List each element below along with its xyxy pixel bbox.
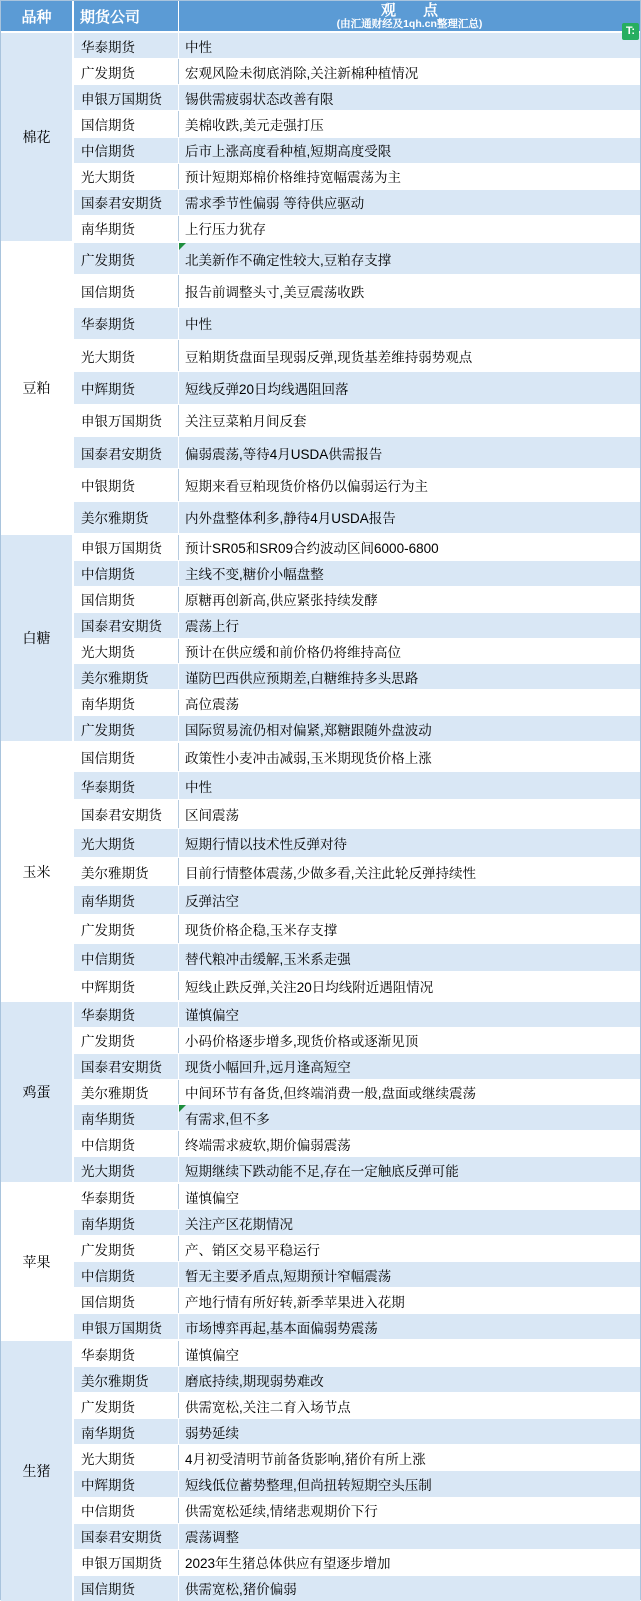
table-row bbox=[74, 468, 640, 500]
company-cell: 广发期货 bbox=[74, 1028, 179, 1053]
viewpoint-cell: 中性 bbox=[185, 39, 212, 55]
table-row bbox=[74, 1184, 640, 1209]
table-row bbox=[74, 715, 640, 741]
viewpoint-cell: 谨慎偏空 bbox=[185, 1347, 239, 1363]
company-cell: 国信期货 bbox=[74, 111, 179, 136]
company-cell: 申银万国期货 bbox=[74, 535, 179, 560]
viewpoint-cell: 小码价格逐步增多,现货价格或逐渐见顶 bbox=[185, 1034, 419, 1050]
viewpoint-cell: 磨底持续,期现弱势难改 bbox=[185, 1373, 324, 1389]
company-cell: 华泰期货 bbox=[74, 1184, 179, 1209]
viewpoint-cell: 需求季节性偏弱 等待供应驱动 bbox=[185, 196, 365, 212]
viewpoint-cell: 短线反弹20日均线遇阻回落 bbox=[185, 381, 349, 397]
company-cell: 国泰君安期货 bbox=[74, 190, 179, 215]
commodity-section bbox=[1, 1000, 640, 1182]
table-row bbox=[74, 586, 640, 612]
section-rows bbox=[74, 1184, 640, 1339]
table-row bbox=[74, 215, 640, 241]
viewpoint-cell: 中性 bbox=[185, 779, 212, 795]
company-cell: 美尔雅期货 bbox=[74, 664, 179, 689]
section-rows bbox=[74, 243, 640, 533]
table-row bbox=[74, 638, 640, 664]
viewpoint-cell: 预计SR05和SR09合约波动区间6000-6800 bbox=[185, 541, 439, 557]
company-cell: 中信期货 bbox=[74, 1262, 179, 1287]
company-cell: 广发期货 bbox=[74, 1236, 179, 1261]
table-row bbox=[74, 799, 640, 828]
header-variety: 品种 bbox=[1, 1, 74, 31]
table-row bbox=[74, 1470, 640, 1496]
company-cell: 美尔雅期货 bbox=[74, 1080, 179, 1105]
table-row bbox=[74, 535, 640, 560]
viewpoint-cell: 国际贸易流仍相对偏紧,郑糖跟随外盘波动 bbox=[185, 722, 432, 738]
table-row bbox=[74, 58, 640, 84]
table-row bbox=[74, 857, 640, 886]
viewpoint-cell: 短线低位蓄势整理,但尚扭转短期空头压制 bbox=[185, 1478, 432, 1494]
table-row bbox=[74, 771, 640, 800]
company-cell: 国泰君安期货 bbox=[74, 613, 179, 638]
table-row bbox=[74, 1575, 640, 1601]
viewpoint-cell: 震荡上行 bbox=[185, 619, 239, 635]
viewpoint-cell: 预计在供应缓和前价格仍将维持高位 bbox=[185, 644, 401, 660]
company-cell: 国泰君安期货 bbox=[74, 800, 179, 828]
table-row bbox=[74, 1497, 640, 1523]
commodity-section bbox=[1, 533, 640, 741]
company-cell: 广发期货 bbox=[74, 243, 179, 274]
company-cell: 美尔雅期货 bbox=[74, 502, 179, 533]
company-cell: 中信期货 bbox=[74, 138, 179, 163]
table-row bbox=[74, 501, 640, 533]
company-cell: 华泰期货 bbox=[74, 33, 179, 58]
table-row bbox=[74, 243, 640, 274]
table-row bbox=[74, 828, 640, 857]
viewpoint-cell: 产、销区交易平稳运行 bbox=[185, 1242, 320, 1258]
viewpoint-cell: 震荡调整 bbox=[185, 1530, 239, 1546]
table-row bbox=[74, 1444, 640, 1470]
viewpoint-cell: 有需求,但不多 bbox=[179, 1105, 640, 1130]
table-row bbox=[74, 1313, 640, 1339]
company-cell: 光大期货 bbox=[74, 1445, 179, 1470]
viewpoint-cell: 上行压力犹存 bbox=[185, 222, 266, 238]
company-cell: 南华期货 bbox=[74, 886, 179, 914]
header-viewpoint bbox=[179, 1, 640, 31]
variety-cell: 白糖 bbox=[1, 535, 74, 741]
company-cell: 国信期货 bbox=[74, 1576, 179, 1601]
company-cell: 华泰期货 bbox=[74, 772, 179, 800]
viewpoint-cell: 反弹沽空 bbox=[185, 894, 239, 910]
company-cell: 光大期货 bbox=[74, 340, 179, 371]
table-row bbox=[74, 1079, 640, 1105]
table-row bbox=[74, 404, 640, 436]
table-row bbox=[74, 914, 640, 943]
company-cell: 中信期货 bbox=[74, 561, 179, 586]
company-cell: 中信期货 bbox=[74, 1131, 179, 1156]
table-row bbox=[74, 612, 640, 638]
company-cell: 国泰君安期货 bbox=[74, 1524, 179, 1549]
table-row bbox=[74, 1261, 640, 1287]
viewpoint-cell: 预计短期郑棉价格维持宽幅震荡为主 bbox=[185, 170, 401, 186]
table-row bbox=[74, 560, 640, 586]
company-cell: 申银万国期货 bbox=[74, 405, 179, 436]
viewpoint-cell: 弱势延续 bbox=[185, 1425, 239, 1441]
viewpoint-cell: 中性 bbox=[185, 317, 212, 333]
table-row bbox=[74, 1287, 640, 1313]
viewpoint-cell: 内外盘整体利多,静待4月USDA报告 bbox=[185, 511, 396, 527]
company-cell: 南华期货 bbox=[74, 690, 179, 715]
table-header-row bbox=[1, 1, 640, 37]
variety-cell: 鸡蛋 bbox=[1, 1002, 74, 1182]
viewpoint-cell: 市场博弈再起,基本面偏弱势震荡 bbox=[185, 1320, 378, 1336]
table-row bbox=[74, 1341, 640, 1366]
viewpoint-cell: 谨防巴西供应预期差,白糖维持多头思路 bbox=[185, 670, 419, 686]
section-rows bbox=[74, 1341, 640, 1601]
company-cell: 中辉期货 bbox=[74, 1471, 179, 1496]
viewpoint-cell: 关注豆菜粕月间反套 bbox=[185, 414, 307, 430]
table-row bbox=[74, 84, 640, 110]
viewpoint-cell: 谨慎偏空 bbox=[185, 1008, 239, 1024]
company-cell: 申银万国期货 bbox=[74, 1314, 179, 1339]
commodity-section bbox=[1, 1339, 640, 1601]
viewpoint-cell: 终端需求疲软,期价偏弱震荡 bbox=[185, 1137, 351, 1153]
table-row bbox=[74, 1209, 640, 1235]
company-cell: 中信期货 bbox=[74, 1498, 179, 1523]
company-cell: 南华期货 bbox=[74, 1419, 179, 1444]
viewpoint-cell: 报告前调整头寸,美豆震荡收跌 bbox=[185, 284, 365, 300]
company-cell: 光大期货 bbox=[74, 1157, 179, 1182]
section-rows bbox=[74, 743, 640, 1000]
company-cell: 广发期货 bbox=[74, 716, 179, 741]
table-row bbox=[74, 1027, 640, 1053]
viewpoint-cell: 宏观风险未彻底消除,关注新棉种植情况 bbox=[185, 65, 419, 81]
company-cell: 国泰君安期货 bbox=[74, 437, 179, 468]
table-row bbox=[74, 1392, 640, 1418]
table-row bbox=[74, 33, 640, 58]
table-row bbox=[74, 110, 640, 136]
viewpoint-cell: 短期行情以技术性反弹对待 bbox=[185, 836, 347, 852]
company-cell: 广发期货 bbox=[74, 1393, 179, 1418]
section-rows bbox=[74, 1002, 640, 1182]
header-viewpoint-subtitle: (由汇通财经及1qh.cn整理汇总) bbox=[336, 17, 483, 30]
table-row bbox=[74, 663, 640, 689]
viewpoint-cell: 暂无主要矛盾点,短期预计窄幅震荡 bbox=[185, 1268, 392, 1284]
table-row bbox=[74, 1523, 640, 1549]
table-row bbox=[74, 885, 640, 914]
viewpoint-cell: 豆粕期货盘面呈现弱反弹,现货基差维持弱势观点 bbox=[185, 349, 473, 365]
company-cell: 华泰期货 bbox=[74, 1341, 179, 1366]
header-viewpoint-title: 观 点 bbox=[380, 2, 444, 20]
variety-cell: 棉花 bbox=[1, 33, 74, 241]
commodity-section bbox=[1, 31, 640, 241]
comment-marker-icon bbox=[179, 243, 186, 250]
viewpoint-cell: 政策性小麦冲击减弱,玉米期现货价格上涨 bbox=[185, 750, 432, 766]
company-cell: 国信期货 bbox=[74, 587, 179, 612]
variety-cell: 豆粕 bbox=[1, 243, 74, 533]
viewpoint-cell: 供需宽松,关注二育入场节点 bbox=[185, 1399, 351, 1415]
table-row bbox=[74, 307, 640, 339]
variety-cell: 苹果 bbox=[1, 1184, 74, 1339]
watermark-logo-icon: T: bbox=[622, 23, 639, 40]
table-row bbox=[74, 689, 640, 715]
company-cell: 南华期货 bbox=[74, 216, 179, 241]
table-row bbox=[74, 1156, 640, 1182]
company-cell: 申银万国期货 bbox=[74, 1550, 179, 1575]
viewpoint-cell: 现货价格企稳,玉米存支撑 bbox=[185, 922, 338, 938]
company-cell: 光大期货 bbox=[74, 639, 179, 664]
company-cell: 中辉期货 bbox=[74, 972, 179, 1000]
company-cell: 光大期货 bbox=[74, 164, 179, 189]
section-rows bbox=[74, 33, 640, 241]
company-cell: 中辉期货 bbox=[74, 372, 179, 403]
viewpoint-cell: 谨慎偏空 bbox=[185, 1190, 239, 1206]
viewpoint-cell: 区间震荡 bbox=[185, 808, 239, 824]
viewpoint-cell: 中间环节有备货,但终端消费一般,盘面或继续震荡 bbox=[185, 1086, 477, 1101]
viewpoint-cell: 现货小幅回升,远月逢高短空 bbox=[185, 1060, 351, 1076]
table-row bbox=[74, 1549, 640, 1575]
company-cell: 申银万国期货 bbox=[74, 85, 179, 110]
commodity-section bbox=[1, 1182, 640, 1339]
viewpoint-cell: 供需宽松,猪价偏弱 bbox=[185, 1582, 297, 1598]
table-row bbox=[74, 743, 640, 771]
viewpoint-cell: 北美新作不确定性较大,豆粕存支撑 bbox=[179, 243, 640, 274]
table-row bbox=[74, 1366, 640, 1392]
section-rows bbox=[74, 535, 640, 741]
viewpoint-cell: 2023年生猪总体供应有望逐步增加 bbox=[185, 1556, 391, 1572]
viewpoint-cell: 锡供需疲弱状态改善有限 bbox=[185, 91, 334, 107]
company-cell: 美尔雅期货 bbox=[74, 858, 179, 886]
viewpoint-cell: 主线不变,糖价小幅盘整 bbox=[185, 567, 324, 583]
viewpoint-cell: 关注产区花期情况 bbox=[185, 1216, 293, 1232]
viewpoint-cell: 后市上涨高度看种植,短期高度受限 bbox=[185, 144, 392, 160]
company-cell: 国泰君安期货 bbox=[74, 1054, 179, 1079]
viewpoint-cell: 短期继续下跌动能不足,存在一定触底反弹可能 bbox=[185, 1163, 459, 1179]
viewpoint-cell: 目前行情整体震荡,少做多看,关注此轮反弹持续性 bbox=[185, 865, 477, 881]
table-row bbox=[74, 1002, 640, 1027]
company-cell: 中银期货 bbox=[74, 469, 179, 500]
company-cell: 广发期货 bbox=[74, 59, 179, 84]
company-cell: 华泰期货 bbox=[74, 1002, 179, 1027]
table-row bbox=[74, 1235, 640, 1261]
viewpoint-cell: 4月初受清明节前备货影响,猪价有所上涨 bbox=[185, 1451, 426, 1467]
header-company: 期货公司 bbox=[74, 1, 179, 31]
viewpoint-cell: 供需宽松延续,情绪悲观期价下行 bbox=[185, 1504, 378, 1520]
company-cell: 美尔雅期货 bbox=[74, 1367, 179, 1392]
table-row bbox=[74, 971, 640, 1000]
table-row bbox=[74, 1418, 640, 1444]
variety-cell: 玉米 bbox=[1, 743, 74, 1000]
table-row bbox=[74, 943, 640, 972]
company-cell: 光大期货 bbox=[74, 829, 179, 857]
table-row bbox=[74, 189, 640, 215]
table-row bbox=[74, 1053, 640, 1079]
table-body bbox=[1, 31, 640, 1601]
viewpoint-cell: 短线止跌反弹,关注20日均线附近遇阻情况 bbox=[185, 980, 434, 996]
table-row bbox=[74, 371, 640, 403]
company-cell: 南华期货 bbox=[74, 1105, 179, 1130]
table-row bbox=[74, 339, 640, 371]
viewpoint-cell: 美棉收跌,美元走强打压 bbox=[185, 117, 324, 133]
table-row bbox=[74, 163, 640, 189]
commodity-section bbox=[1, 241, 640, 533]
company-cell: 南华期货 bbox=[74, 1210, 179, 1235]
viewpoint-cell: 短期来看豆粕现货价格仍以偏弱运行为主 bbox=[185, 478, 428, 494]
company-cell: 国信期货 bbox=[74, 275, 179, 306]
viewpoint-cell: 产地行情有所好转,新季苹果进入花期 bbox=[185, 1294, 405, 1310]
table-row bbox=[74, 274, 640, 306]
table-row bbox=[74, 436, 640, 468]
viewpoint-cell: 偏弱震荡,等待4月USDA供需报告 bbox=[185, 446, 383, 462]
commodity-section bbox=[1, 741, 640, 1000]
viewpoint-cell: 原糖再创新高,供应紧张持续发酵 bbox=[185, 593, 378, 609]
company-cell: 广发期货 bbox=[74, 915, 179, 943]
comment-marker-icon bbox=[179, 1105, 186, 1112]
company-cell: 国信期货 bbox=[74, 743, 179, 771]
company-cell: 华泰期货 bbox=[74, 308, 179, 339]
viewpoint-cell: 高位震荡 bbox=[185, 696, 239, 712]
table-row bbox=[74, 137, 640, 163]
table-row bbox=[74, 1104, 640, 1130]
table-row bbox=[74, 1130, 640, 1156]
company-cell: 国信期货 bbox=[74, 1288, 179, 1313]
variety-cell: 生猪 bbox=[1, 1341, 74, 1601]
company-cell: 中信期货 bbox=[74, 944, 179, 972]
viewpoint-cell: 替代粮冲击缓解,玉米系走强 bbox=[185, 951, 351, 967]
